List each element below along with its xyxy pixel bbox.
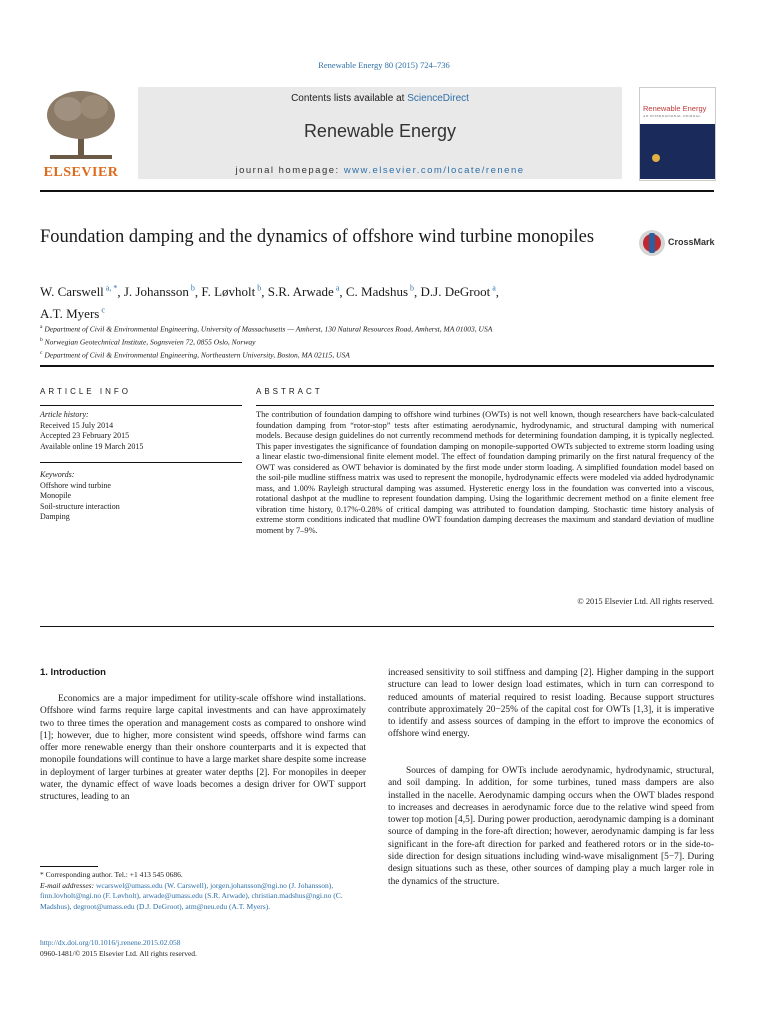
- footnote-rule: [40, 866, 98, 867]
- sciencedirect-link[interactable]: ScienceDirect: [407, 93, 469, 104]
- footnote: [40, 870, 366, 912]
- abstract-copyright: © 2015 Elsevier Ltd. All rights reserved.: [577, 597, 714, 606]
- article-info-heading: ARTICLE INFO: [40, 387, 131, 396]
- elsevier-tree-icon: [40, 87, 122, 165]
- author: [421, 284, 496, 299]
- author: [268, 284, 340, 299]
- keyword-item: Soil-structure interaction: [40, 501, 120, 511]
- header-rule: [40, 190, 714, 192]
- article-info-rule: [40, 405, 242, 406]
- author: [40, 306, 105, 321]
- affiliation-text: Department of Civil & Environmental Engineering, Northeastern University, Boston, MA 02115, USA: [42, 350, 350, 360]
- crossmark-button[interactable]: [638, 229, 728, 259]
- article-title: Foundation damping and the dynamics of offshore wind turbine monopiles: [40, 227, 595, 247]
- cover-band: [640, 124, 715, 179]
- keyword-item: Damping: [40, 512, 70, 521]
- affiliation-item: [40, 348, 720, 361]
- affiliation-mark: c: [40, 350, 43, 356]
- intro-paragraph-1: Economics are a major impediment for utility-scale offshore wind installations. Offshore wind farms require large capital investments and can have approximately two to three times the operation and management costs as compared to onshore wind [1]; however, due to higher, more consistent wind speeds, offshore wind farms can offer more renewable energy than their onshore counterparts and it is expected that monopile foundations will continue to have a large market share despite some increase in deployment of larger turbines at greater water depths [2]. For monopiles in deeper water, the dynamic effect of wave loads becomes a design driver for OWT support structures, leading to an: [40, 694, 366, 803]
- journal-citation[interactable]: Renewable Energy 80 (2015) 724–736: [318, 60, 450, 70]
- cover-subtitle: AN INTERNATIONAL JOURNAL: [643, 114, 701, 118]
- journal-title: Renewable Energy: [303, 121, 457, 141]
- author-name: F. Løvholt: [201, 284, 256, 300]
- author: [346, 284, 414, 299]
- author-name: S.R. Arwade: [267, 284, 334, 300]
- author: [201, 284, 261, 299]
- affiliation-text: Norwegian Geotechnical Institute, Sognsveien 72, 0855 Oslo, Norway: [42, 337, 256, 347]
- author-affiliation-mark[interactable]: b: [188, 284, 195, 293]
- journal-banner: [138, 87, 622, 179]
- crossmark-label: CrossMark: [668, 237, 715, 247]
- intro-paragraph-2: Sources of damping for OWTs include aerodynamic, hydrodynamic, structural, and soil damping. In addition, for some turbines, tuned mass dampers are also installed in the nacelle. Aerodynamic damping occurs when the OWT blades respond to increases and decreases in aerodynamic force due to the relative wind speed from tower top motion [4,5]. During power production, aerodynamic damping is a dominant source of damping in the fore-aft direction; however, aerodynamic damping is far less significant in the fore-aft direction for parked and feathered rotors or in the side-to-side direction for design situations including wind-wave misalignment [5−7]. During design situations such as these, other sources of damping play a much larger role in the dynamics of the structure.: [388, 766, 714, 887]
- affiliation-mark: b: [40, 337, 43, 343]
- abstract-rule: [256, 405, 714, 406]
- article-history: [40, 410, 242, 452]
- author-affiliation-mark[interactable]: b: [408, 284, 415, 293]
- keyword-item: Monopile: [40, 491, 72, 500]
- author-name: J. Johansson: [123, 284, 189, 300]
- issn-copyright: 0960-1481/© 2015 Elsevier Ltd. All rights reserved.: [40, 949, 197, 958]
- history-online: Available online 19 March 2015: [40, 441, 144, 451]
- email-links[interactable]: wcarswel@umass.edu (W. Carswell), jorgen.johansson@ngi.no (J. Johansson), finn.lovholt@ngi.no (F. Løvholt), arwade@umass.edu (S.R. Arwade), christian.madshus@ngi.no (C. Madshus), degroot@umass.edu (D.J. DeGroot), atm@neu.edu (A.T. Myers).: [40, 880, 343, 911]
- author-affiliation-mark[interactable]: a, *: [103, 284, 118, 293]
- author: [40, 284, 117, 299]
- keyword-item: Offshore wind turbine: [40, 480, 111, 490]
- abstract-text: The contribution of foundation damping to offshore wind turbines (OWTs) is not well known, though researchers have back-calculated foundation damping from “rotor-stop” tests after estimating aerodynamic, hydrodynamic, and structural damping with numerical models. Because design guidelines do not currently recommend methods for determining foundation damping, it is typically neglected. This paper investigates the significance of foundation damping on monopile-supported OWTs subjected to extreme storm loading using a linear elastic two-dimensional finite element model. The effect of foundation damping primarily on the first natural frequency of the OWT was considered as OWT behavior is dominated by the first mode under storm loading. A simplified foundation model based on the soil-pile mudline stiffness matrix was used to represent the monopile, hydrodynamic effects were modeled via added hydrodynamic mass, and 1.00% Rayleigh structural damping was assumed. Hysteretic energy loss in the foundation was converted into a viscous, rotational dashpot at the mudline to represent foundation damping. Using the logarithmic decrement method on a finite element free vibration time history, 0.17%-0.28% of critical damping was attributed to foundation damping. Stochastic time history analysis of extreme storm conditions indicated that mudline OWT foundation damping decreases the maximum and standard deviation of mudline moment by 7–9%.: [256, 410, 714, 535]
- abstract-bottom-rule: [40, 626, 714, 627]
- contents-line: [138, 93, 622, 104]
- author-name: C. Madshus: [345, 284, 409, 300]
- cover-emblem-icon: [652, 154, 660, 162]
- email-addresses: [40, 881, 366, 913]
- elsevier-logo[interactable]: [40, 87, 122, 181]
- history-label: Article history:: [40, 410, 89, 419]
- email-label: E-mail addresses:: [40, 880, 95, 890]
- author-name: W. Carswell: [40, 284, 104, 300]
- author-affiliation-mark[interactable]: a: [333, 284, 340, 293]
- author-name: A.T. Myers: [40, 305, 100, 321]
- author-affiliation-mark[interactable]: c: [99, 305, 105, 315]
- title-rule: [40, 365, 714, 367]
- doi-link[interactable]: http://dx.doi.org/10.1016/j.renene.2015.02.058: [40, 938, 181, 947]
- history-accepted: Accepted 23 February 2015: [40, 431, 130, 440]
- author-affiliation-mark[interactable]: b: [255, 284, 262, 293]
- keywords-rule: [40, 462, 242, 463]
- author-list: W. Carswell $^{a, *}$, J. Johansson $^b$, F. Løvholt $^b$, S.R. Arwade $^a$, C. Madshus $^b$, D.J. DeGroot $^a$, A.T. Myers $^c$: [40, 284, 500, 321]
- author-affiliation-mark[interactable]: a: [490, 284, 496, 293]
- affiliation-text: Department of Civil & Environmental Engineering, University of Massachusetts — Amherst, 130 Natural Resources Road, Amherst, MA 01003, USA: [42, 324, 493, 334]
- affiliation-mark: a: [40, 324, 43, 330]
- section-heading-introduction: 1. Introduction: [40, 667, 106, 678]
- keywords-label: Keywords:: [40, 470, 75, 479]
- keywords: [40, 470, 242, 523]
- contents-prefix: Contents lists available at: [291, 93, 408, 104]
- intro-paragraph-1-cont: increased sensitivity to soil stiffness and damping [2]. Higher damping in the support structure can lead to lower design load estimates, which in turn can correspond to reduced amounts of material required to resist loading. Because support structures contribute approximately 20−25% of the capital cost for OWTs [1,3], it is imperative to identify and assess sources of damping in the effort to improve the economics of offshore wind energy.: [388, 668, 714, 740]
- elsevier-wordmark: ELSEVIER: [43, 165, 119, 180]
- affiliation-item: [40, 322, 720, 335]
- homepage-prefix: journal homepage:: [235, 165, 344, 176]
- author: [124, 284, 195, 299]
- journal-cover-thumbnail[interactable]: [639, 87, 716, 181]
- crossmark-icon: [638, 229, 666, 257]
- author-name: D.J. DeGroot: [420, 284, 491, 300]
- cover-title: Renewable Energy: [643, 104, 707, 113]
- corresponding-author: * Corresponding author. Tel.: +1 413 545 0686.: [40, 870, 183, 879]
- affiliations: [40, 322, 720, 361]
- homepage-link[interactable]: www.elsevier.com/locate/renene: [343, 165, 525, 176]
- abstract-heading: ABSTRACT: [256, 387, 323, 396]
- journal-homepage: [138, 165, 622, 176]
- history-received: Received 15 July 2014: [40, 420, 114, 430]
- affiliation-item: [40, 335, 720, 348]
